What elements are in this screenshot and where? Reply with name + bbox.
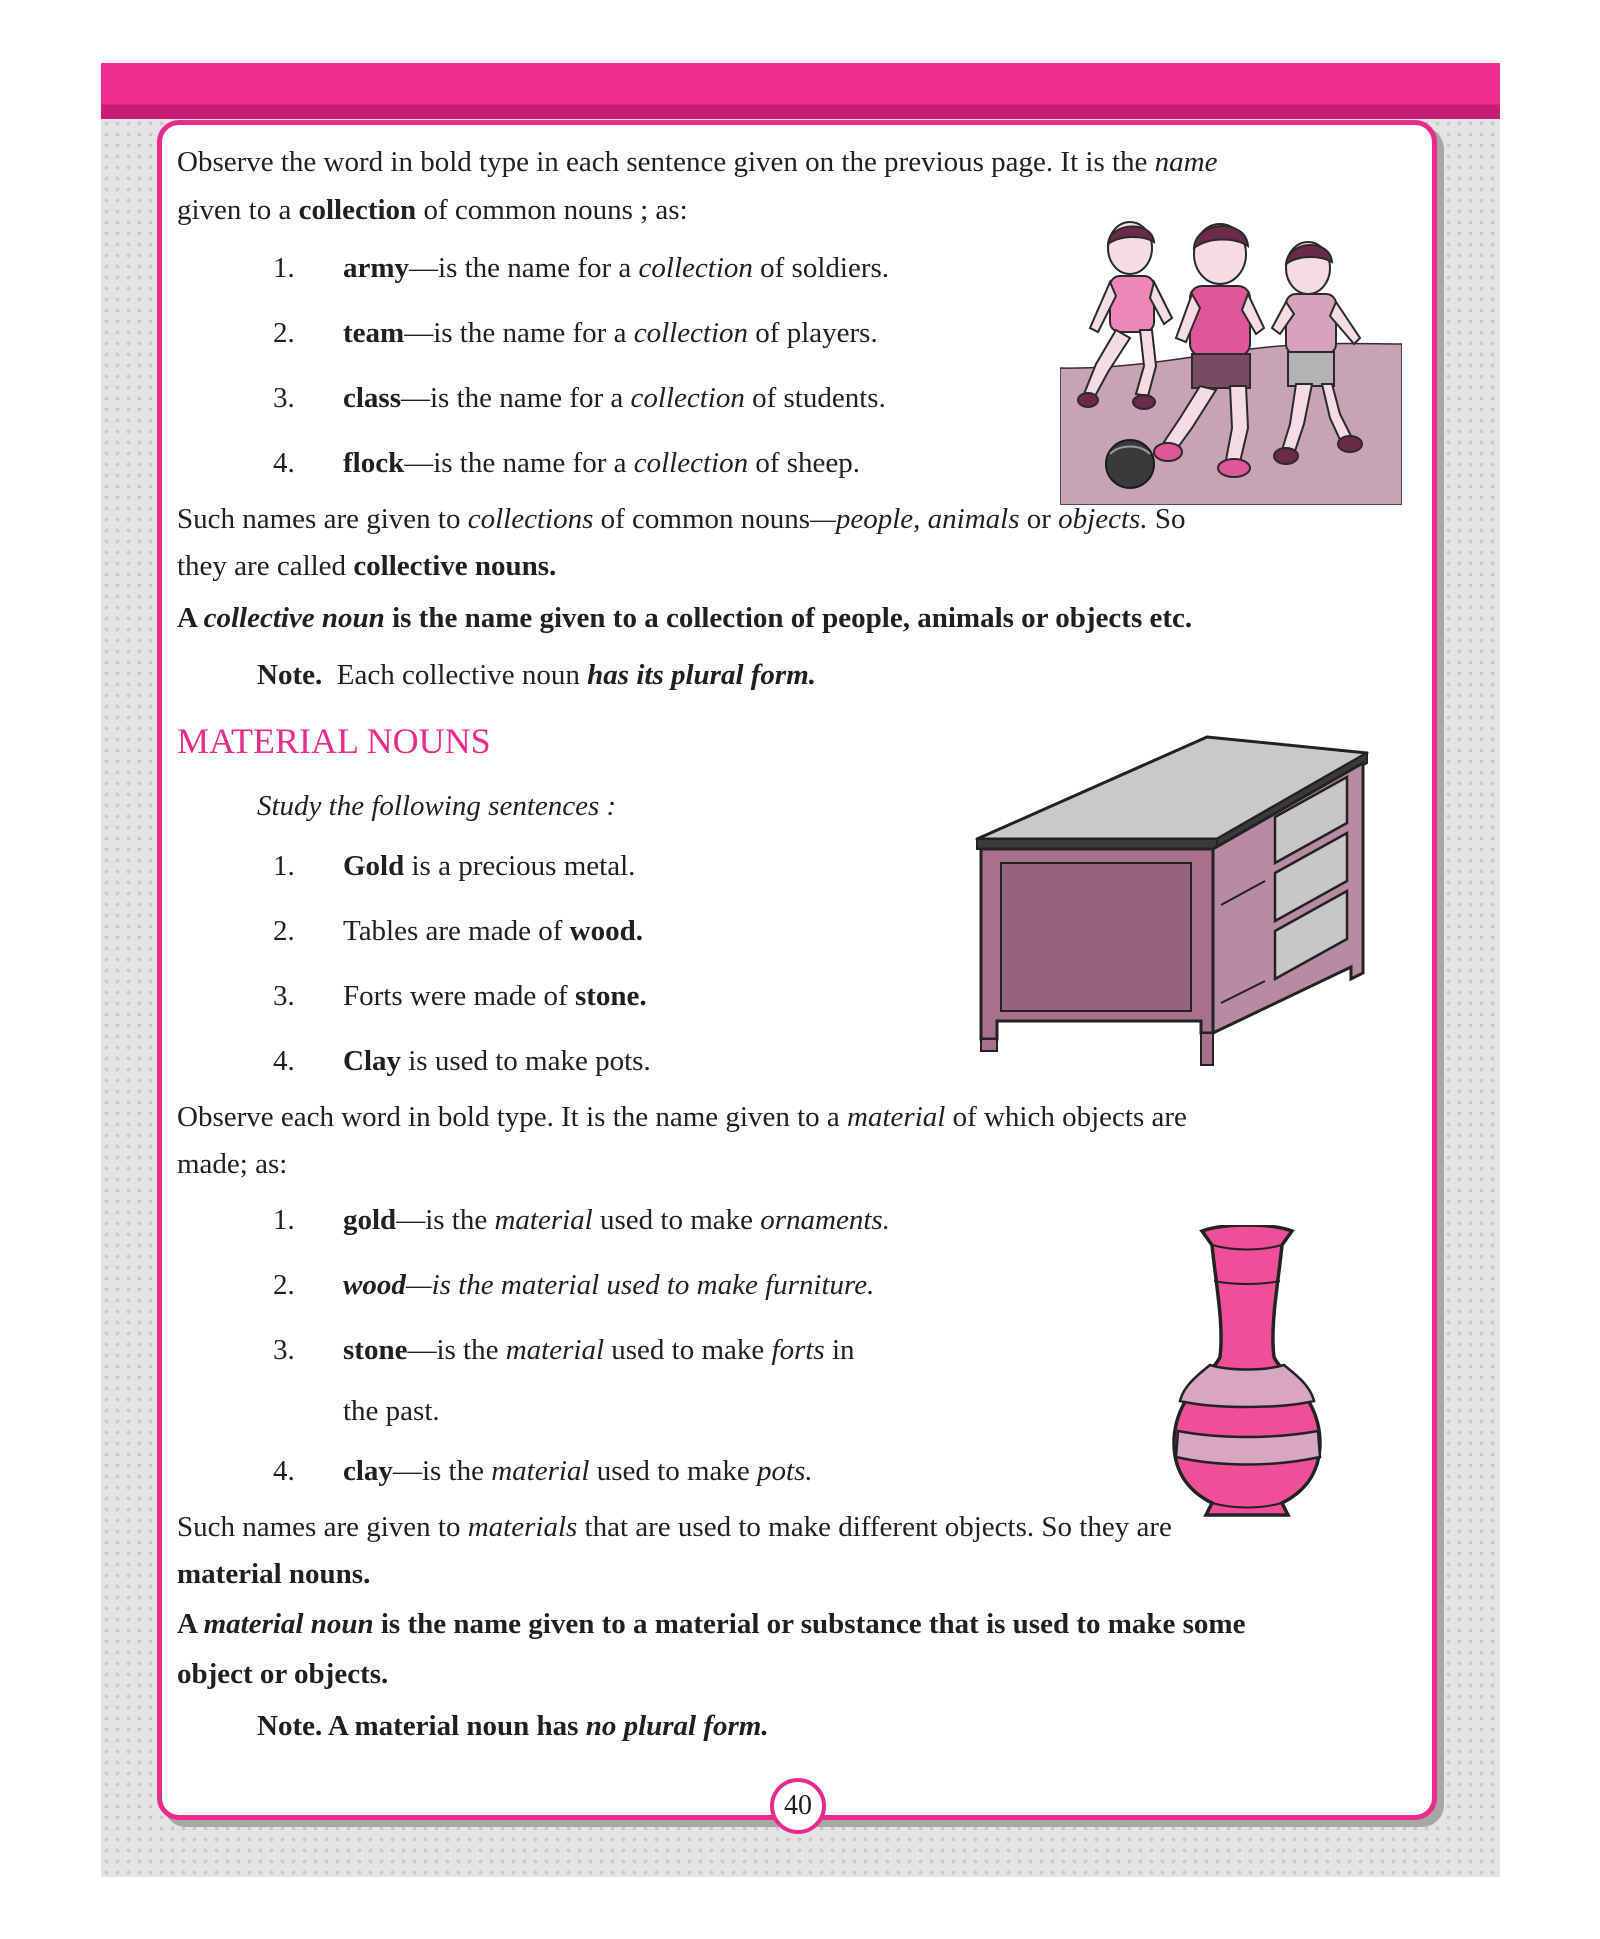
collective-summary-line-1: Such names are given to collections of common nouns—people, animals or objects. So	[177, 503, 1186, 535]
material-noun-definition: A material noun is the name given to a material or substance that is used to make some object or objects.	[177, 1608, 1246, 1690]
material-list-item: 3. stone—is the material used to make forts in	[273, 1334, 855, 1366]
material-list-item: 2. wood—is the material used to make furniture.	[273, 1269, 875, 1301]
intro-line-1: Observe the word in bold type in each sentence given on the previous page. It is the name	[177, 146, 1218, 178]
top-header-bar	[101, 63, 1500, 119]
text-body	[177, 138, 1427, 1755]
material-list-item: 4. clay—is the material used to make pots.	[273, 1455, 813, 1487]
collective-summary-line-2: they are called collective nouns.	[177, 550, 557, 582]
collective-list-item: 1. army—is the name for a collection of soldiers.	[273, 252, 890, 284]
collective-list-item: 4. flock—is the name for a collection of sheep.	[273, 447, 861, 479]
observe-material-line-1: Observe each word in bold type. It is the name given to a material of which objects are	[177, 1101, 1187, 1133]
material-list-item: 1. gold—is the material used to make ornaments.	[273, 1204, 890, 1236]
collective-list-item: 3. class—is the name for a collection of students.	[273, 382, 886, 414]
material-sentence: 1. Gold is a precious metal.	[273, 850, 636, 882]
collective-noun-definition: A collective noun is the name given to a collection of people, animals or objects etc.	[177, 602, 1193, 634]
material-nouns-heading: MATERIAL NOUNS	[177, 721, 491, 761]
observe-material-line-2: made; as:	[177, 1148, 288, 1180]
study-instruction: Study the following sentences :	[257, 790, 617, 822]
material-sentence: 4. Clay is used to make pots.	[273, 1045, 651, 1077]
material-sentence: 3. Forts were made of stone.	[273, 980, 647, 1012]
material-list-item-continuation: the past.	[343, 1395, 440, 1427]
material-summary-line-2: material nouns.	[177, 1558, 371, 1590]
intro-line-2: given to a collection of common nouns ; as:	[177, 194, 688, 226]
material-sentence: 2. Tables are made of wood.	[273, 915, 643, 947]
collective-note: Note. Each collective noun has its plural form.	[257, 659, 817, 691]
material-summary-line-1: Such names are given to materials that are used to make different objects. So they are	[177, 1511, 1172, 1543]
collective-list-item: 2. team—is the name for a collection of players.	[273, 317, 878, 349]
material-note: Note. A material noun has no plural form.	[257, 1710, 769, 1742]
page-number: 40	[770, 1778, 826, 1834]
